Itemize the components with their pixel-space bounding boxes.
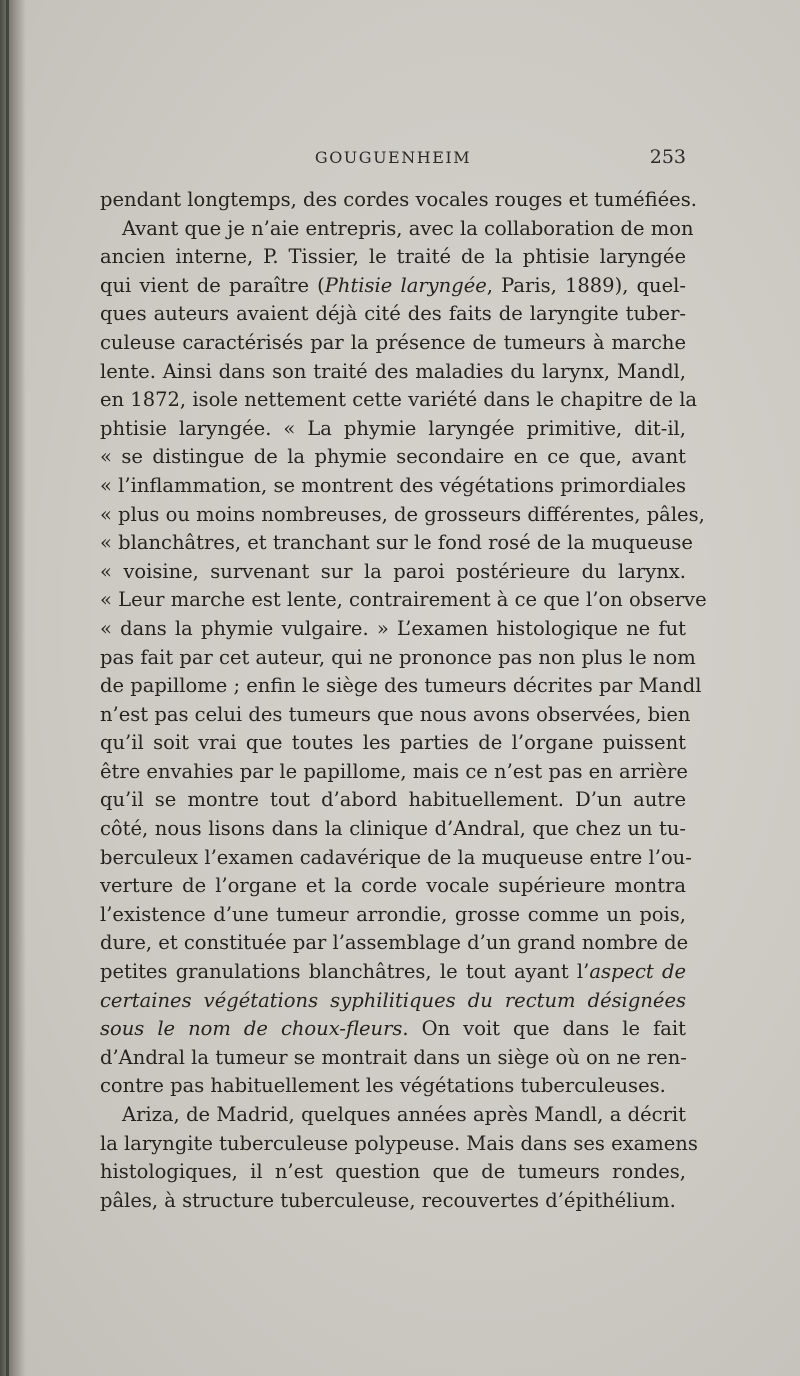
text-line: l’existence d’une tumeur arrondie, grosse comme un pois, xyxy=(100,902,686,926)
text-line: Avant que je n’aie entrepris, avec la collaboration de mon xyxy=(122,216,694,240)
page-gutter-shadow xyxy=(0,0,26,1376)
text-line: contre pas habituellement les végétations tuberculeuses. xyxy=(100,1074,666,1098)
text-line: histologiques, il n’est question que de tumeurs rondes, xyxy=(100,1160,686,1184)
text-line: lente. Ainsi dans son traité des maladies du larynx, Mandl, xyxy=(100,359,686,383)
page-number: 253 xyxy=(649,146,686,168)
text-line: qu’il se montre tout d’abord habituellement. D’un autre xyxy=(100,788,686,812)
text-line: de papillome ; enfin le siège des tumeurs décrites par Mandl xyxy=(100,674,702,698)
running-title: GOUGUENHEIM xyxy=(314,148,472,167)
text-line: verture de l’organe et la corde vocale supérieure montra xyxy=(100,874,686,898)
text-line: pâles, à structure tuberculeuse, recouvertes d’épithélium. xyxy=(100,1188,676,1212)
text-line xyxy=(100,1015,686,1044)
text-segment: petites granulations blanchâtres, le tout ayant l’ xyxy=(100,960,590,984)
text-segment: . On voit que dans le fait xyxy=(402,1017,686,1041)
text-line: ques auteurs avaient déjà cité des faits de laryngite tuber- xyxy=(100,302,686,326)
text-line xyxy=(100,987,686,1016)
text-line: « dans la phymie vulgaire. » L’examen histologique ne fut xyxy=(100,616,686,640)
text-line: Ariza, de Madrid, quelques années après Mandl, a décrit xyxy=(122,1103,686,1126)
text-line: « blanchâtres, et tranchant sur le fond rosé de la muqueuse xyxy=(100,531,693,555)
text-line: « se distingue de la phymie secondaire en ce que, avant xyxy=(100,445,686,469)
text-segment: qui vient de paraître ( xyxy=(100,273,325,297)
italic-phrase: certaines végétations syphilitiques du rectum désignées xyxy=(100,988,686,1012)
text-line: ancien interne, P. Tissier, le traité de la phtisie laryngée xyxy=(100,245,686,269)
text-line: culeuse caractérisés par la présence de tumeurs à marche xyxy=(100,330,686,354)
text-line: n’est pas celui des tumeurs que nous avons observées, bien xyxy=(100,702,691,726)
running-head xyxy=(100,148,686,174)
text-line: pendant longtemps, des cordes vocales rouges et tuméfiées. xyxy=(100,188,697,211)
text-line: pas fait par cet auteur, qui ne prononce pas non plus le nom xyxy=(100,645,696,669)
italic-phrase: aspect de xyxy=(589,960,686,984)
text-line xyxy=(100,958,686,987)
body-text xyxy=(100,186,707,1215)
text-line: « Leur marche est lente, contrairement à ce que l’on observe xyxy=(100,588,707,612)
italic-phrase: sous le nom de choux-fleurs xyxy=(100,1017,403,1041)
text-line: d’Andral la tumeur se montrait dans un siège où on ne ren- xyxy=(100,1045,687,1069)
text-line: en 1872, isole nettement cette variété dans le chapitre de la xyxy=(100,388,698,412)
italic-title: Phtisie laryngée xyxy=(324,273,487,297)
text-line: « l’inflammation, se montrent des végétations primordiales xyxy=(100,473,686,497)
text-line: « plus ou moins nombreuses, de grosseurs différentes, pâles, xyxy=(100,502,705,526)
text-line: qu’il soit vrai que toutes les parties de l’organe puissent xyxy=(100,731,686,755)
text-line: berculeux l’examen cadavérique de la muqueuse entre l’ou- xyxy=(100,845,692,869)
text-line: phtisie laryngée. « La phymie laryngée primitive, dit-il, xyxy=(100,416,686,440)
text-line: « voisine, survenant sur la paroi postérieure du larynx. xyxy=(100,559,686,583)
text-line: être envahies par le papillome, mais ce n’est pas en arrière xyxy=(100,759,688,783)
text-line: côté, nous lisons dans la clinique d’Andral, que chez un tu- xyxy=(100,817,686,841)
text-line xyxy=(100,272,686,301)
text-line: la laryngite tuberculeuse polypeuse. Mais dans ses examens xyxy=(100,1131,698,1155)
text-line: dure, et constituée par l’assemblage d’un grand nombre de xyxy=(100,931,689,955)
text-segment: , Paris, 1889), quel- xyxy=(486,273,686,297)
binding-edge xyxy=(6,0,9,1376)
